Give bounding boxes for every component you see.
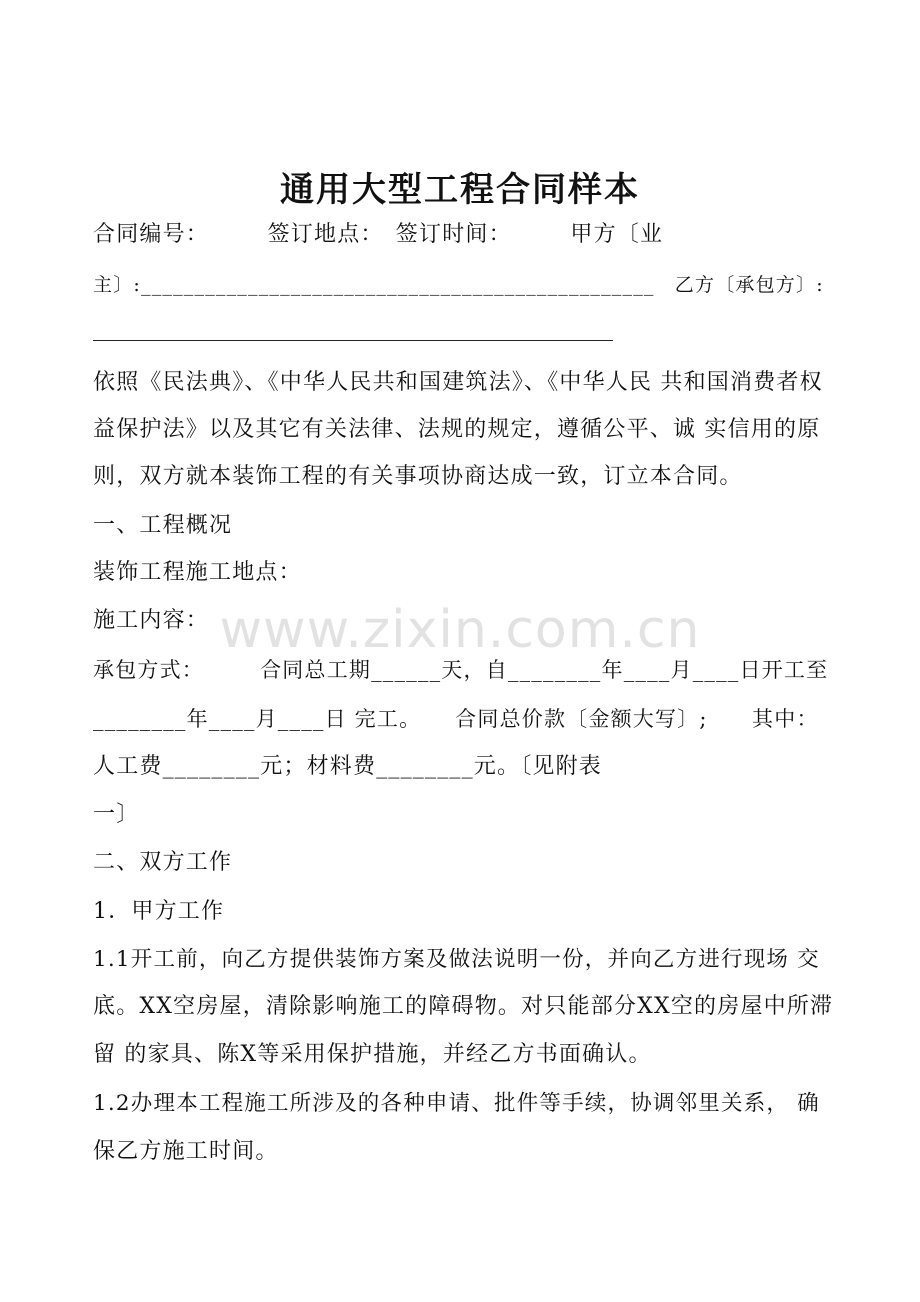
watermark: www.zixin.com.cn — [219, 600, 701, 660]
paragraph-line: 保乙方施工时间。 — [93, 1139, 279, 1164]
section-heading: 一、工程概况 — [93, 513, 233, 538]
paragraph-line: 益保护法》以及其它有关法律、法规的规定，遵循公平、诚 实信用的原 — [93, 417, 821, 442]
party-line: 主〕:________________________________________________ 乙方〔承包方〕: — [93, 274, 824, 296]
subsection-heading: 1．甲方工作 — [93, 899, 225, 924]
paragraph-line: 留 的家具、陈X等采用保护措施，并经乙方书面确认。 — [93, 1042, 652, 1067]
paragraph-line: 1.2办理本工程施工所涉及的各种申请、批件等手续，协调邻里关系， 确 — [93, 1091, 820, 1116]
paragraph-line: 依照《民法典》、《中华人民共和国建筑法》、《中华人民 共和国消费者权 — [93, 370, 823, 395]
field-line: 施工内容： — [93, 608, 210, 633]
paragraph-line: 1.1开工前，向乙方提供装饰方案及做法说明一份，并向乙方进行现场 交 — [93, 947, 820, 972]
section-heading: 二、双方工作 — [93, 850, 233, 875]
paragraph-line: 则，双方就本装饰工程的有关事项协商达成一致，订立本合同。 — [93, 464, 743, 489]
document-title: 通用大型工程合同样本 — [280, 170, 640, 210]
field-line: 装饰工程施工地点： — [93, 560, 302, 585]
field-line: ________年____月____日 完工。 合同总价款〔金额大写〕; 其中： — [93, 707, 819, 731]
field-line: 人工费________元；材料费________元。〔见附表 — [93, 754, 603, 779]
signature-rule — [93, 340, 613, 341]
paragraph-line: 底。XX空房屋，清除影响施工的障碍物。对只能部分XX空的房屋中所滞 — [93, 994, 834, 1019]
field-line: 一〕 — [93, 802, 140, 827]
contract-header-line: 合同编号： 签订地点： 签订时间： 甲方〔业 — [93, 222, 664, 247]
field-line: 承包方式： 合同总工期______天，自________年____月____日开工至 — [93, 658, 829, 682]
